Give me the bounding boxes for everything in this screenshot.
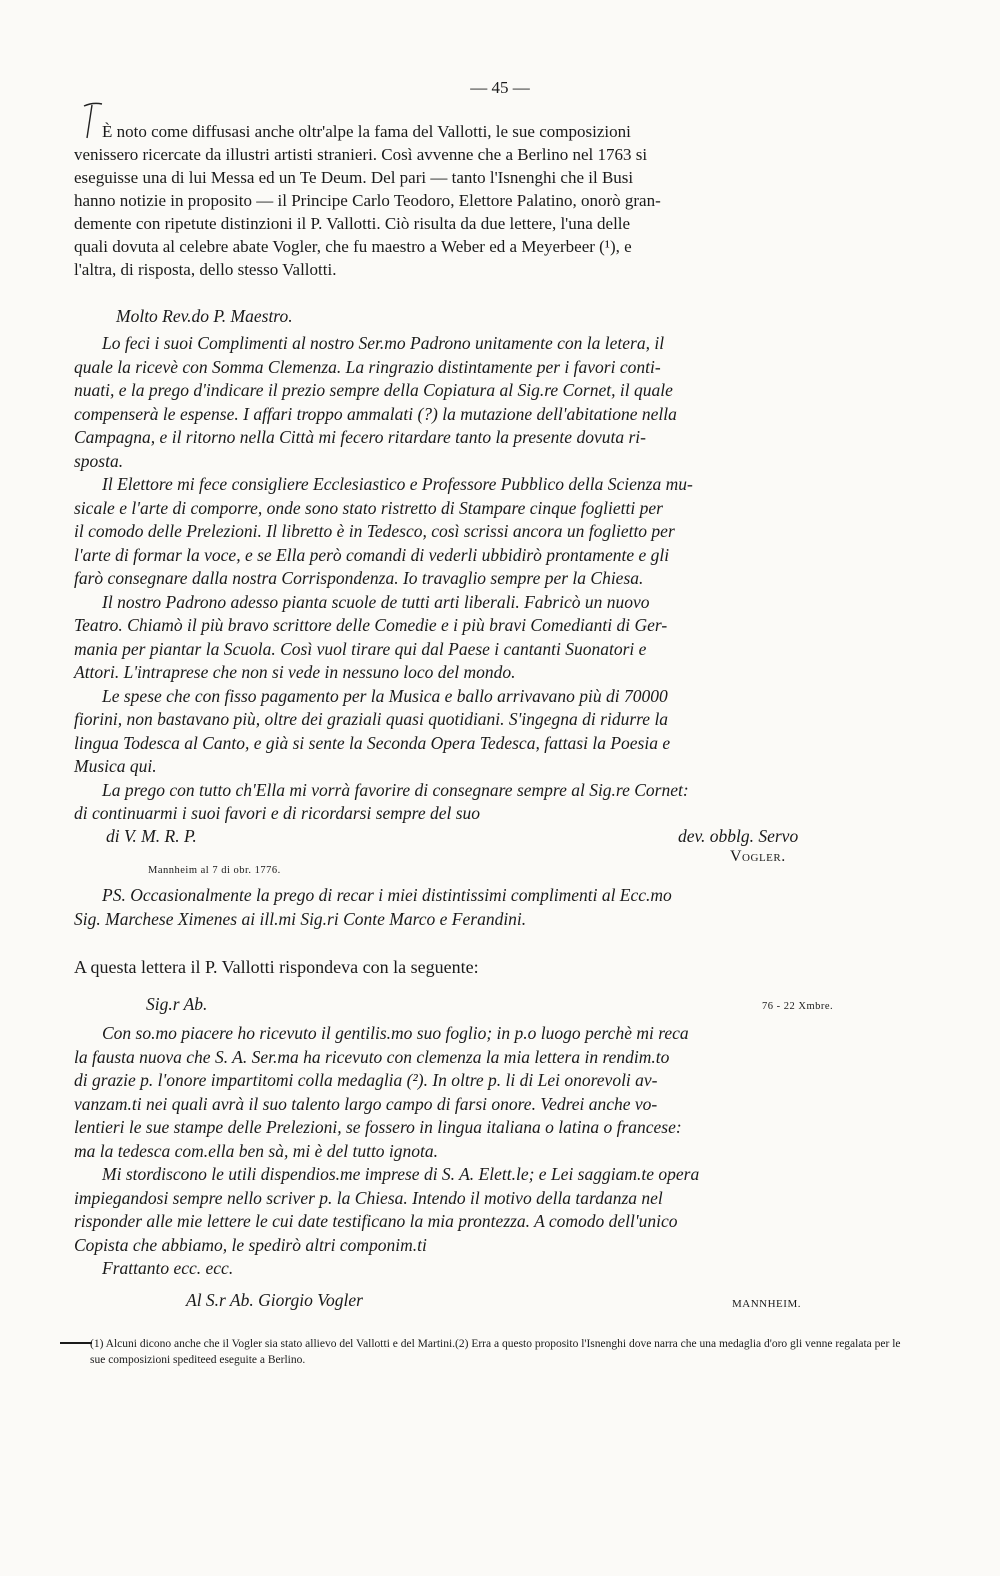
intro-line: venissero ricercate da illustri artisti stranieri. Così avvenne che a Berlino nel 1763 si (74, 145, 648, 164)
letter1-line: Campagna, e il ritorno nella Città mi fecero ritardare tanto la presente dovuta ri- (74, 427, 646, 447)
letter1-line: Lo feci i suoi Complimenti al nostro Ser.mo Padrono unitamente con la letera, il (102, 333, 665, 353)
letter2-salutation: Sig.r Ab. (146, 994, 208, 1014)
letter1-line: sposta. (74, 450, 124, 471)
intro-line: È noto come diffusasi anche oltr'alpe la fama del Vallotti, le sue composizioni (102, 122, 631, 141)
letter1-line: fiorini, non bastavano più, oltre dei graziali quasi quotidiani. S'ingegna di ridurre la (74, 709, 669, 729)
intro-line: l'altra, di risposta, dello stesso Vallotti. (74, 260, 337, 279)
letter1-line: compenserà le espense. I affari troppo ammalati (?) la mutazione dell'abitatione nella (74, 403, 677, 424)
letter2-line: vanzam.ti nei quali avrà il suo talento largo campo di farsi onore. Vedrei anche vo- (74, 1093, 658, 1114)
letter2-place: MANNHEIM. (732, 1298, 801, 1310)
intro-line: eseguisse una di lui Messa ed un Te Deum. Del pari — tanto l'Isnenghi che il Busi (74, 168, 634, 187)
letter1-line: quale la ricevè con Somma Clemenza. La ringrazio distintamente per i favori conti- (74, 356, 661, 377)
footnotes (90, 1336, 910, 1368)
letter1-salutation: Molto Rev.do P. Maestro. (116, 306, 293, 326)
letter1-line: Il nostro Padrono adesso pianta scuole de tutti arti liberali. Fabricò un nuovo (102, 591, 650, 612)
letter1-line: Il Elettore mi fece consigliere Ecclesiastico e Professore Pubblico della Scienza mu- (102, 474, 693, 494)
letter1-line: mania per piantar la Scuola. Così vuol tirare qui dal Paese i cantanti Suonatori e (74, 638, 647, 659)
letter2-line: Copista che abbiamo, le spedirò altri componim.ti (74, 1234, 427, 1255)
postscript-line: PS. Occasionalmente la prego di recar i miei distintissimi complimenti al Ecc.mo (102, 885, 672, 905)
letter1-closing-left: di V. M. R. P. (106, 826, 197, 846)
letter2-dateline: 76 - 22 Xmbre. (762, 1001, 834, 1012)
letter1-signature: Vogler. (730, 848, 786, 865)
letter2-line: la fausta nuova che S. A. Ser.ma ha ricevuto con clemenza la mia lettera in rendim.to (74, 1046, 670, 1067)
letter1-line: Le spese che con fisso pagamento per la Musica e ballo arrivavano più di 70000 (102, 685, 668, 706)
letter2-line: lentieri le sue stampe delle Prelezioni, se fossero in lingua italiana o latina o francese: (74, 1117, 682, 1137)
letter2-line: Con so.mo piacere ho ricevuto il gentilis.mo suo foglio; in p.o luogo perchè mi reca (102, 1023, 689, 1043)
letter1-line: La prego con tutto ch'Ella mi vorrà favorire di consegnare sempre al Sig.re Cornet: (102, 779, 689, 800)
intro-line: demente con ripetute distinzioni il P. Vallotti. Ciò risulta da due lettere, l'una delle (74, 214, 631, 233)
intro-line: quali dovuta al celebre abate Vogler, che fu maestro a Weber ed a Meyerbeer (¹), e (74, 237, 632, 256)
letter2-line: Mi stordiscono le utili dispendios.me imprese di S. A. Elett.le; e Lei saggiam.te opera (102, 1164, 700, 1184)
letter2-line: impiegandosi sempre nello scriver p. la Chiesa. Intendo il motivo della tardanza nel (74, 1187, 663, 1208)
letter1-body (74, 332, 886, 826)
letter1-postscript (74, 884, 886, 931)
letter1-line: Attori. L'intraprese che non si vede in nessuno loco del mondo. (74, 662, 516, 682)
letter2-line: di grazie p. l'onore impartitomi colla medaglia (²). In oltre p. li di Lei onorevoli av- (74, 1070, 658, 1090)
letter1-line: Musica qui. (74, 756, 157, 776)
postscript-line: Sig. Marchese Ximenes ai ill.mi Sig.ri Conte Marco e Ferandini. (74, 908, 527, 929)
footnote-line: ed eseguite a Berlino. (205, 1354, 306, 1366)
transition-sentence: A questa lettera il P. Vallotti rispondeva con la seguente: (74, 957, 479, 977)
letter1-line: lingua Todesca al Canto, e già si sente la Seconda Opera Tedesca, fattasi la Poesia e (74, 732, 671, 753)
letter1-line: Teatro. Chiamò il più bravo scrittore delle Comedie e i più bravi Comedianti di Ger- (74, 615, 668, 635)
letter2-line: risponder alle mie lettere le cui date testificano la mia prontezza. A comodo dell'unico (74, 1211, 678, 1231)
letter1-line: il comodo delle Prelezioni. Il libretto è in Tedesco, così scrissi ancora un foglietto per (74, 521, 675, 541)
letter1-line: l'arte di formar la voce, e se Ella però comandi di vederli ubbidirò prontamente e gli (74, 544, 670, 565)
letter2-line: Frattanto ecc. ecc. (102, 1258, 234, 1278)
intro-line: hanno notizie in proposito — il Principe Carlo Teodoro, Elettore Palatino, onorò gran- (74, 191, 661, 210)
footnote-rule (60, 1342, 92, 1344)
footnote-line: (2) Erra a questo proposito l'Isnenghi dove narra che una medaglia d'oro gli venne regalata per le sue composizioni spedite (90, 1338, 901, 1366)
letter2-address: Al S.r Ab. Giorgio Vogler (186, 1290, 363, 1310)
letter1-line: farò consegnare dalla nostra Corrispondenza. Io travaglio sempre per la Chiesa. (74, 568, 644, 588)
letter1-line: nuati, e la prego d'indicare il prezio sempre della Copiatura al Sig.re Cornet, il quale (74, 380, 673, 400)
intro-paragraph (74, 120, 886, 281)
letter1-closing-right: dev. obblg. Servo (678, 826, 799, 846)
letter1-line: sicale e l'arte di comporre, onde sono stato ristretto di Stampare cinque foglietti per (74, 497, 663, 518)
letter1-line: di continuarmi i suoi favori e di ricordarsi sempre del suo (74, 803, 481, 823)
letter2-body (74, 1022, 886, 1281)
letter1-dateline: Mannheim al 7 di obr. 1776. (148, 865, 281, 876)
page-number: — 45 — (470, 78, 530, 97)
letter2-line: ma la tedesca com.ella ben sà, mi è del tutto ignota. (74, 1140, 439, 1161)
footnote-line: (1) Alcuni dicono anche che il Vogler sia stato allievo del Vallotti e del Martini. (90, 1338, 456, 1350)
